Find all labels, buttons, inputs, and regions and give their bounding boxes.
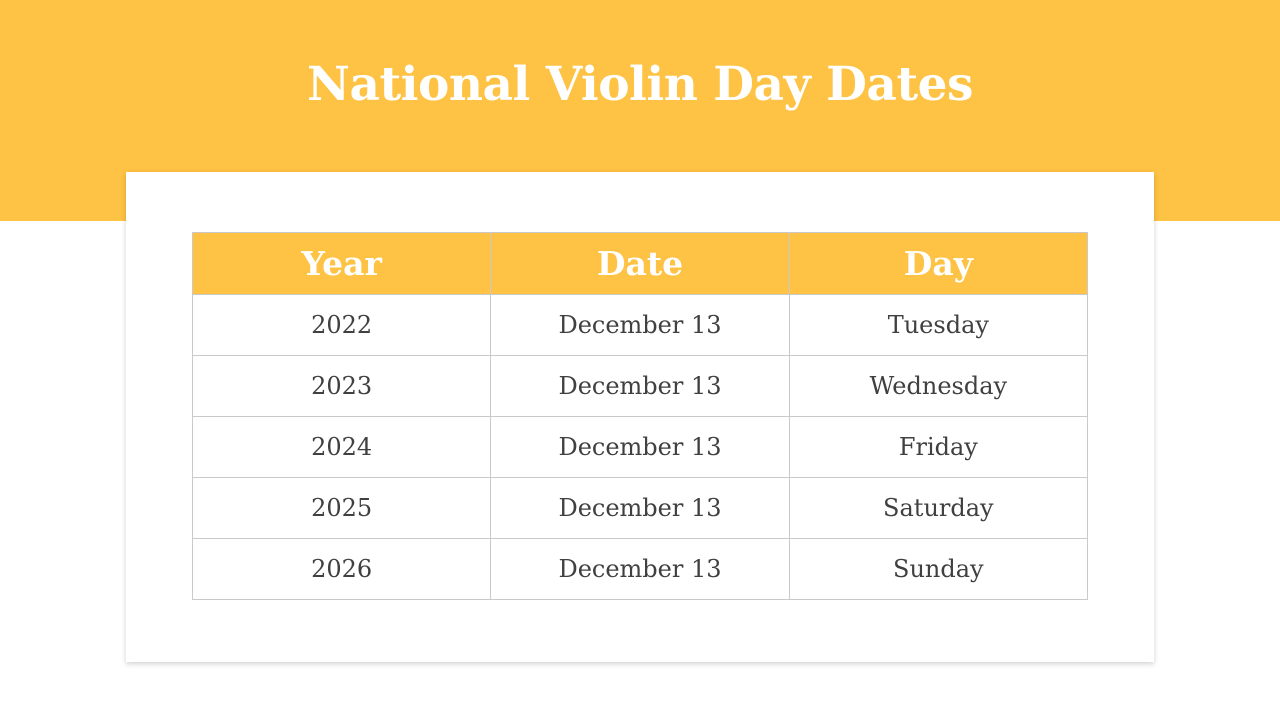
table-row (193, 539, 1088, 600)
day-cell: Saturday (789, 478, 1087, 539)
table-header-row (193, 233, 1088, 295)
date-cell: December 13 (491, 417, 789, 478)
day-cell: Sunday (789, 539, 1087, 600)
date-cell: December 13 (491, 356, 789, 417)
day-cell: Tuesday (789, 295, 1087, 356)
header-year: Year (193, 233, 491, 295)
table-row (193, 417, 1088, 478)
date-cell: December 13 (491, 478, 789, 539)
table-row (193, 478, 1088, 539)
header-date: Date (491, 233, 789, 295)
day-cell: Friday (789, 417, 1087, 478)
year-cell: 2022 (193, 295, 491, 356)
table-row (193, 295, 1088, 356)
dates-table (192, 232, 1088, 600)
table-card (126, 172, 1154, 662)
date-cell: December 13 (491, 539, 789, 600)
date-cell: December 13 (491, 295, 789, 356)
year-cell: 2024 (193, 417, 491, 478)
year-cell: 2026 (193, 539, 491, 600)
header-day: Day (789, 233, 1087, 295)
page-title: National Violin Day Dates (307, 57, 973, 112)
day-cell: Wednesday (789, 356, 1087, 417)
table-row (193, 356, 1088, 417)
year-cell: 2025 (193, 478, 491, 539)
year-cell: 2023 (193, 356, 491, 417)
